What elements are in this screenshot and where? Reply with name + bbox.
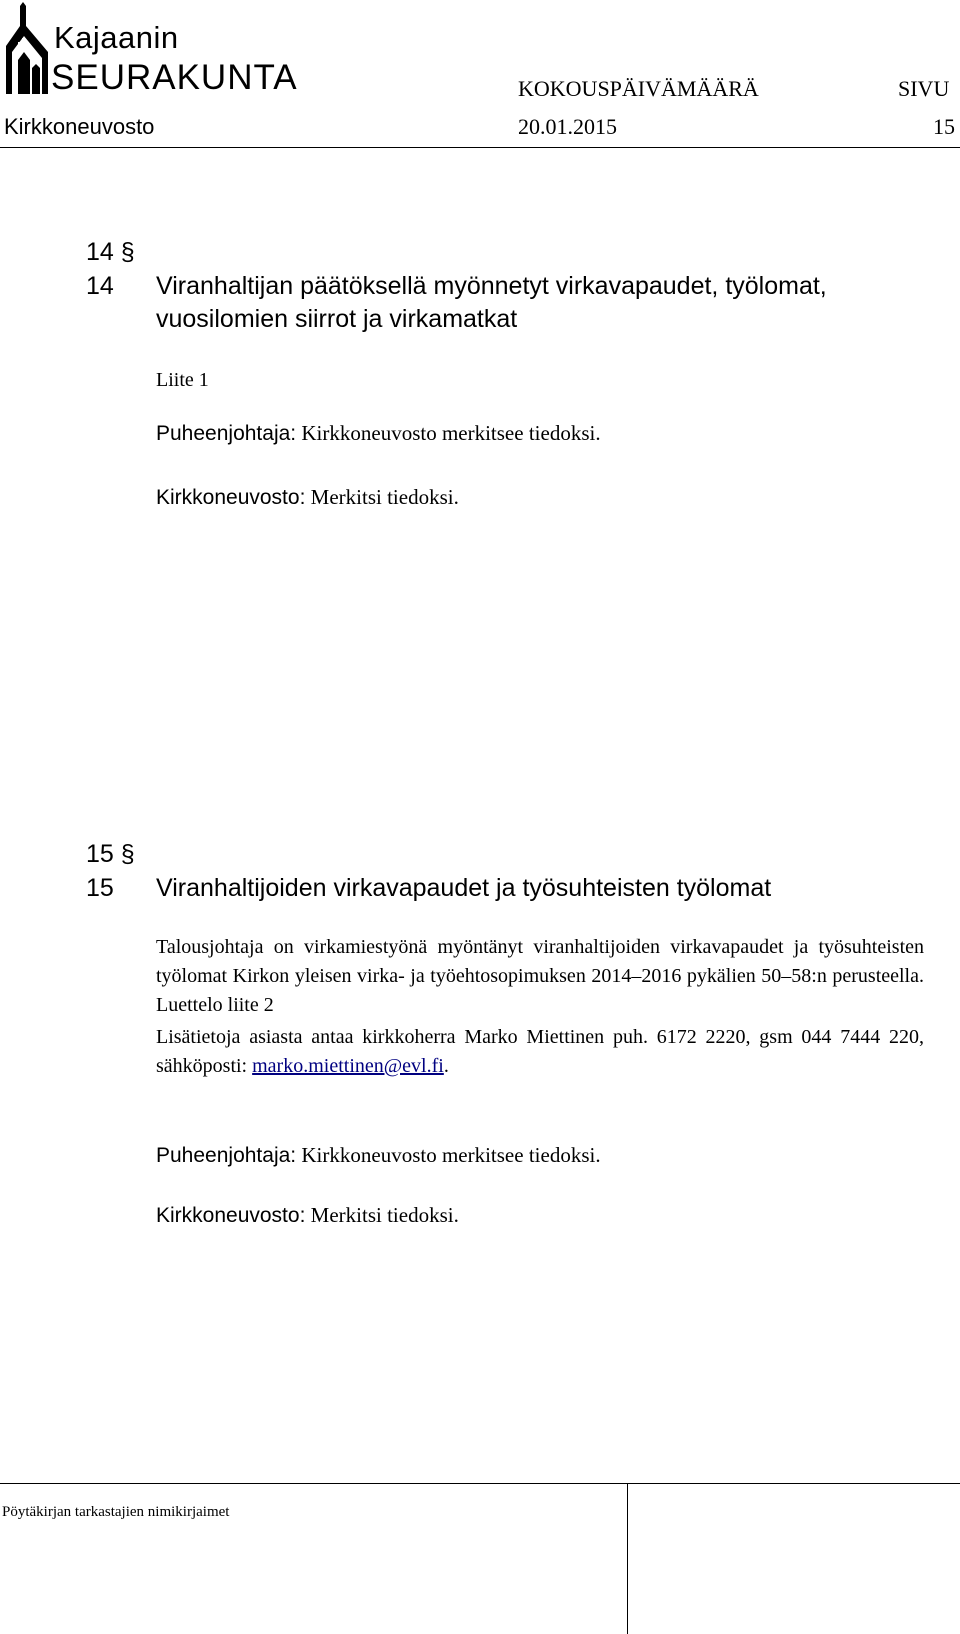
chair-text: Kirkkoneuvosto merkitsee tiedoksi.	[301, 421, 601, 445]
section-14-board-decision	[156, 485, 459, 510]
contact-text: Lisätietoja asiasta antaa kirkkoherra Marko Miettinen puh. 6172 2220, gsm 044 7444 220, sähköposti:	[156, 1026, 924, 1077]
contact-end: .	[443, 1055, 449, 1077]
page-number: 15	[933, 114, 955, 139]
section-15-paragraph-2	[156, 1023, 924, 1081]
board-label: Kirkkoneuvosto:	[156, 1204, 306, 1227]
body-name: Kirkkoneuvosto	[4, 114, 155, 139]
section-14-title-line1: Viranhaltijan päätöksellä myönnetyt virkavapaudet, työlomat,	[156, 272, 827, 300]
section-number: 14	[86, 238, 114, 266]
section-15-number	[86, 840, 135, 869]
meeting-date-label: KOKOUSPÄIVÄMÄÄRÄ	[518, 76, 759, 101]
chair-label: Puheenjohtaja:	[156, 422, 297, 445]
footer-divider	[0, 1483, 960, 1484]
section-14-title-line2: vuosilomien siirrot ja virkamatkat	[156, 305, 518, 333]
section-symbol: §	[120, 840, 135, 868]
footer-column-divider	[627, 1483, 628, 1634]
section-15-board-decision	[156, 1203, 459, 1228]
section-14-number	[86, 238, 135, 267]
section-15-paragraph-1	[156, 933, 924, 1020]
parish-logo	[4, 2, 334, 96]
section-14-chair-proposal	[156, 421, 601, 446]
section-15-title-number: 15	[86, 874, 114, 902]
section-symbol: §	[120, 238, 135, 266]
signatures-label: Pöytäkirjan tarkastajien nimikirjaimet	[2, 1504, 230, 1520]
paragraph-text: Talousjohtaja on virkamiestyönä myöntänyt viranhaltijoiden virkavapaudet ja työsuhteisten työlomat Kirkon yleisen virka- ja työehtosopimuksen 2014–2016 pykälien 50–58:n perusteella. Luettelo liite 2	[156, 936, 924, 1016]
section-15-chair-proposal	[156, 1143, 601, 1168]
section-15-title: Viranhaltijoiden virkavapaudet ja työsuhteisten työlomat	[156, 874, 772, 902]
chair-label: Puheenjohtaja:	[156, 1144, 297, 1167]
page-label: SIVU	[898, 76, 950, 101]
email-link[interactable]: marko.miettinen@evl.fi	[252, 1055, 444, 1077]
meeting-date: 20.01.2015	[518, 114, 617, 139]
paragraph-contact	[156, 1023, 924, 1081]
logo-text-kajaanin: Kajaanin	[54, 20, 179, 55]
section-14-attachment: Liite 1	[156, 369, 209, 391]
church-logo-icon	[4, 2, 50, 94]
logo-text-seurakunta: SEURAKUNTA	[51, 58, 298, 97]
chair-text: Kirkkoneuvosto merkitsee tiedoksi.	[301, 1143, 601, 1167]
section-14-title-number: 14	[86, 272, 114, 300]
header-divider	[0, 147, 960, 148]
board-text: Merkitsi tiedoksi.	[310, 1203, 459, 1227]
section-number: 15	[86, 840, 114, 868]
board-text: Merkitsi tiedoksi.	[310, 485, 459, 509]
board-label: Kirkkoneuvosto:	[156, 486, 306, 509]
